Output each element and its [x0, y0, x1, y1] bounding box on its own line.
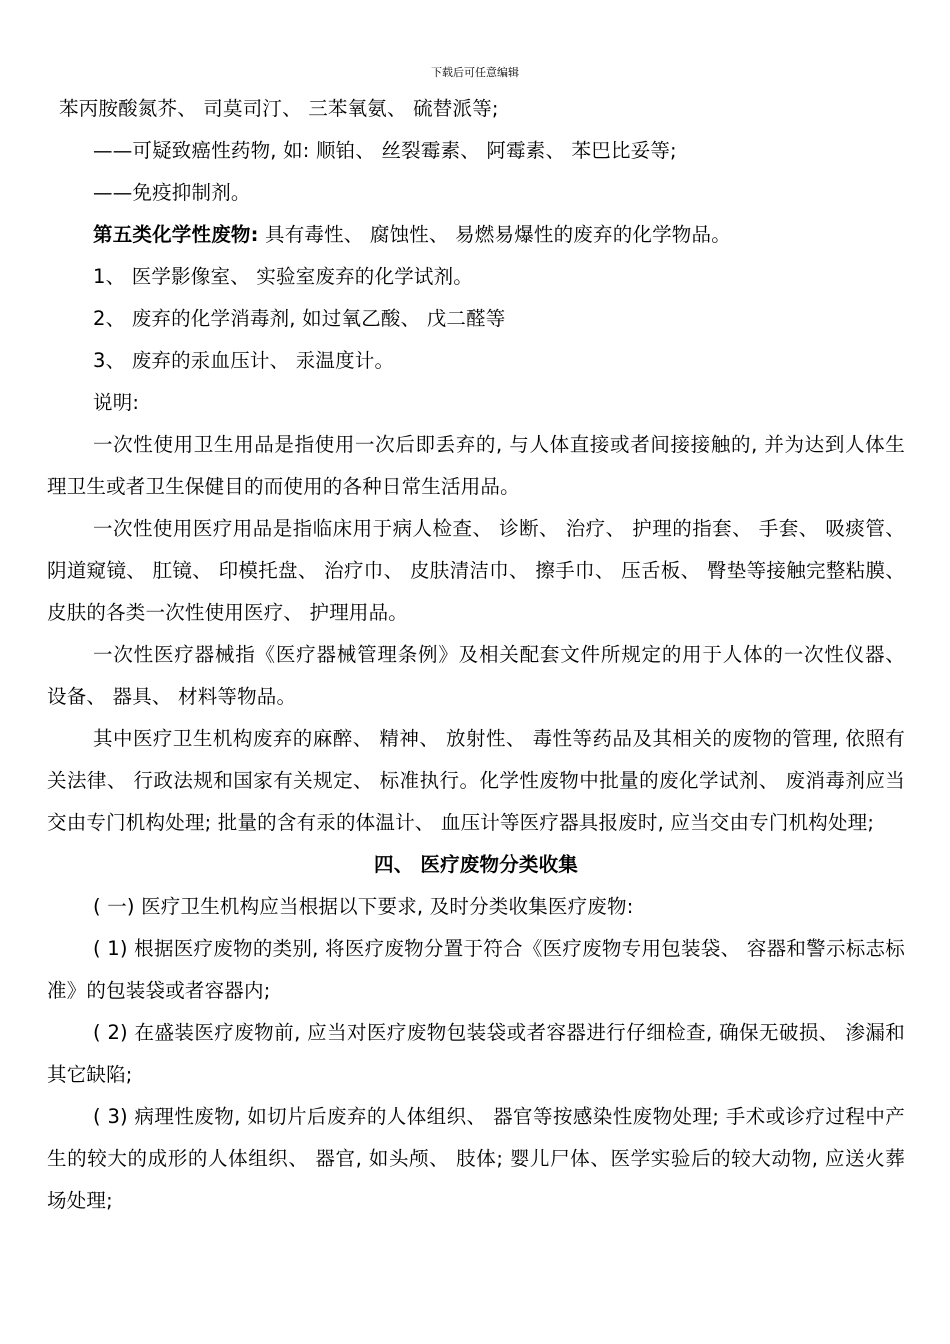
paragraph-immunosuppressants: ——免疫抑制剂。 — [93, 181, 251, 204]
list-item-1: 1、 医学影像室、 实验室废弃的化学试剂。 — [93, 265, 474, 288]
paragraph-disposable-devices: 一次性医疗器械指《医疗器械管理条例》及相关配套文件所规定的用于人体的一次性仪器、 设备、 器具、 材料等物品。 — [47, 643, 905, 708]
paragraph-disposable-medical: 一次性使用医疗用品是指临床用于病人检查、 诊断、 治疗、 护理的指套、 手套、 吸痰管、 阴道窥镜、 肛镜、 印模托盘、 治疗巾、 皮肤清洁巾、 擦手巾、 压舌板、 臀垫等接触完整粘膜、 皮肤的各类一次性使用医疗、 护理用品。 — [47, 517, 905, 624]
document-body — [47, 88, 905, 1222]
header-note: 下载后可任意编辑 — [431, 66, 519, 79]
notes-label: 说明: — [93, 391, 140, 414]
paragraph-carcinogenic-drugs: ——可疑致癌性药物, 如: 顺铂、 丝裂霉素、 阿霉素、 苯巴比妥等; — [93, 139, 677, 162]
paragraph-collection-requirements: ( 一) 医疗卫生机构应当根据以下要求, 及时分类收集医疗废物: — [93, 895, 634, 918]
chemical-waste-definition: 具有毒性、 腐蚀性、 易燃易爆性的废弃的化学物品。 — [258, 223, 731, 246]
paragraph-chemical-waste — [47, 214, 905, 256]
chemical-waste-title: 第五类化学性废物: — [93, 223, 259, 246]
paragraph-requirement-3: ( 3) 病理性废物, 如切片后废弃的人体组织、 器官等按感染性废物处理; 手术或诊疗过程中产生的较大的成形的人体组织、 器官, 如头颅、 肢体; 婴儿尸体、医学实验后的较大动物, 应送火葬场处理; — [47, 1105, 905, 1212]
paragraph-drug-list: 苯丙胺酸氮芥、 司莫司汀、 三苯氧氨、 硫替派等; — [59, 97, 499, 120]
section-heading: 四、 医疗废物分类收集 — [374, 853, 578, 876]
paragraph-disposable-hygiene: 一次性使用卫生用品是指使用一次后即丢弃的, 与人体直接或者间接接触的, 并为达到人体生理卫生或者卫生保健目的而使用的各种日常生活用品。 — [47, 433, 905, 498]
paragraph-regulation: 其中医疗卫生机构废弃的麻醉、 精神、 放射性、 毒性等药品及其相关的废物的管理, 依照有关法律、 行政法规和国家有关规定、 标准执行。化学性废物中批量的废化学试剂、 废消毒剂应当交由专门机构处理; 批量的含有汞的体温计、 血压计等医疗器具报废时, 应当交由专门机构处理; — [47, 727, 905, 834]
paragraph-requirement-2: ( 2) 在盛装医疗废物前, 应当对医疗废物包装袋或者容器进行仔细检查, 确保无破损、 渗漏和其它缺陷; — [47, 1021, 905, 1086]
list-item-2: 2、 废弃的化学消毒剂, 如过氧乙酸、 戊二醛等 — [93, 307, 506, 330]
list-item-3: 3、 废弃的汞血压计、 汞温度计。 — [93, 349, 395, 372]
paragraph-requirement-1: ( 1) 根据医疗废物的类别, 将医疗废物分置于符合《医疗废物专用包装袋、 容器和警示标志标准》的包装袋或者容器内; — [47, 937, 905, 1002]
